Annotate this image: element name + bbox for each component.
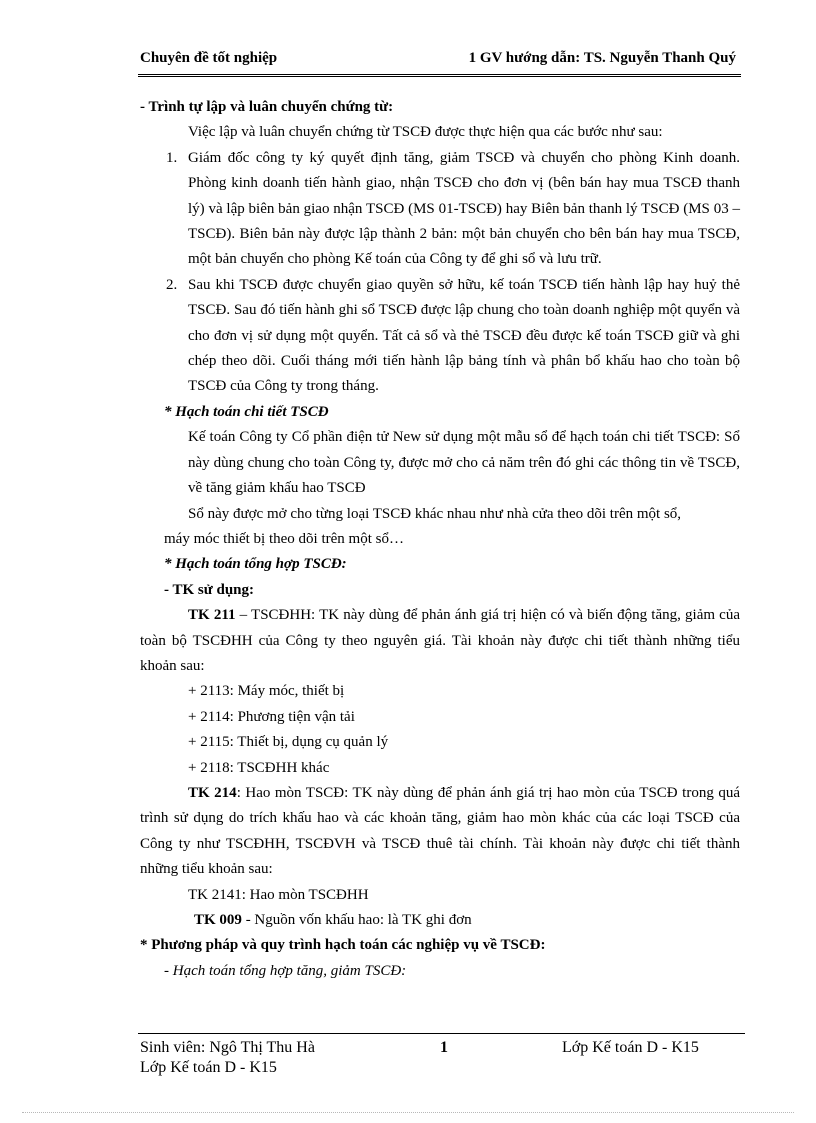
paragraph-detail-1 <box>140 425 740 501</box>
section-heading-documents: - Trình tự lập và luân chuyển chứng từ: <box>140 99 394 115</box>
document-body <box>140 95 740 984</box>
header-rule-double <box>138 76 741 77</box>
paragraph-tk009 <box>140 908 740 933</box>
header-rule <box>138 74 741 75</box>
list-item: + 2115: Thiết bị, dụng cụ quản lý <box>188 734 389 751</box>
list-item <box>140 146 740 273</box>
account-description: - Nguồn vốn khấu hao: là TK ghi đơn <box>241 912 472 928</box>
paragraph-text: Kế toán Công ty Cổ phần điện tử New sử dụng một mẫu sổ để hạch toán chi tiết TSCĐ: Sổ này dùng chung cho toàn Công ty, được mở cho cả năm trên đó ghi các thông tin về TSCĐ, về tăng giảm khấu hao TSCĐ <box>188 429 740 497</box>
section-heading-summary: * Hạch toán tổng hợp TSCĐ: <box>164 556 347 573</box>
subaccount-2141: TK 2141: Hao mòn TSCĐHH <box>188 886 369 903</box>
account-code: TK 214 <box>188 784 237 801</box>
list-item-text: Giám đốc công ty ký quyết định tăng, giảm TSCĐ và chuyển cho phòng Kinh doanh. Phòng kinh doanh tiến hành giao, nhận TSCĐ cho đơn vị (bên bán hay mua TSCĐ thanh lý) và lập biên bản giao nhận TSCĐ (MS 01-TSCĐ) hay Biên bản thanh lý TSCĐ (MS 03 – TSCĐ). Biên bản này được lập thành 2 bản: một bản chuyển cho bên bán hay mua TSCĐ, một bản chuyển cho phòng Kế toán của Công ty để ghi sổ và lưu trữ. <box>188 149 740 268</box>
section-heading-procedure: * Phương pháp và quy trình hạch toán các nghiệp vụ về TSCĐ: <box>140 937 546 954</box>
subheading-accounts: - TK sử dụng: <box>164 581 255 598</box>
list-item: + 2113: Máy móc, thiết bị <box>188 683 345 700</box>
section-heading-detail: * Hạch toán chi tiết TSCĐ <box>164 403 329 420</box>
page-header <box>140 50 740 72</box>
paragraph-tk211 <box>140 603 740 679</box>
list-number: 2. <box>166 276 178 293</box>
account-description: – TSCĐHH: TK này dùng để phản ánh giá trị hiện có và biến động tăng, giảm của toàn bộ TSCĐHH của Công ty theo nguyên giá. Tài khoản này được chi tiết thành những tiểu khoản sau: <box>140 607 740 674</box>
list-item: + 2118: TSCĐHH khác <box>188 759 330 776</box>
footer-class-right: Lớp Kế toán D - K15 <box>562 1039 699 1056</box>
paragraph-detail-2-line1: Sổ này được mở cho từng loại TSCĐ khác nhau như nhà cửa theo dõi trên một sổ, <box>188 505 682 522</box>
paragraph-tk214 <box>140 781 740 883</box>
header-advisor: 1 GV hướng dẫn: TS. Nguyễn Thanh Quý <box>468 50 736 66</box>
footer-rule <box>138 1033 745 1034</box>
account-code: TK 211 <box>188 607 236 624</box>
paragraph-detail-2-line2: máy móc thiết bị theo dõi trên một sổ… <box>164 530 404 547</box>
account-description: : Hao mòn TSCĐ: TK này dùng để phản ánh giá trị hao mòn của TSCĐ trong quá trình sử dụng do trích khấu hao và các khoản tăng, giảm hao mòn khác của các loại TSCĐ của Công ty như TSCĐHH, TSCĐVH và TSCĐ thuê tài chính. Tài khoản này được chi tiết thành những tiểu khoản sau: <box>140 784 740 878</box>
list-item <box>140 273 740 400</box>
footer-student: Sinh viên: Ngô Thị Thu Hà <box>140 1039 315 1056</box>
footer-class-left: Lớp Kế toán D - K15 <box>140 1059 277 1076</box>
subheading-increase-decrease: - Hạch toán tổng hợp tăng, giảm TSCĐ: <box>164 962 407 979</box>
page-edge-divider <box>22 1112 794 1113</box>
list-item: + 2114: Phương tiện vận tải <box>188 708 355 725</box>
header-title: Chuyên đề tốt nghiệp <box>140 50 278 66</box>
account-code: TK 009 <box>194 912 242 928</box>
list-number: 1. <box>166 149 178 166</box>
page-number: 1 <box>440 1039 448 1056</box>
list-item-text: Sau khi TSCĐ được chuyển giao quyền sở hữu, kế toán TSCĐ tiến hành lập hay huỷ thẻ TSCĐ. Sau đó tiến hành ghi sổ TSCĐ được lập chung cho toàn doanh nghiệp một quyển và cho đơn vị sử dụng một quyển. Tất cả sổ và thẻ TSCĐ đều được kế toán TSCĐ giữ và ghi chép theo dõi. Cuối tháng mới tiến hành lập bảng tính và phân bổ khấu hao cho toàn bộ TSCĐ của Công ty trong tháng. <box>188 276 740 395</box>
paragraph-intro: Việc lập và luân chuyển chứng từ TSCĐ được thực hiện qua các bước như sau: <box>188 124 663 141</box>
